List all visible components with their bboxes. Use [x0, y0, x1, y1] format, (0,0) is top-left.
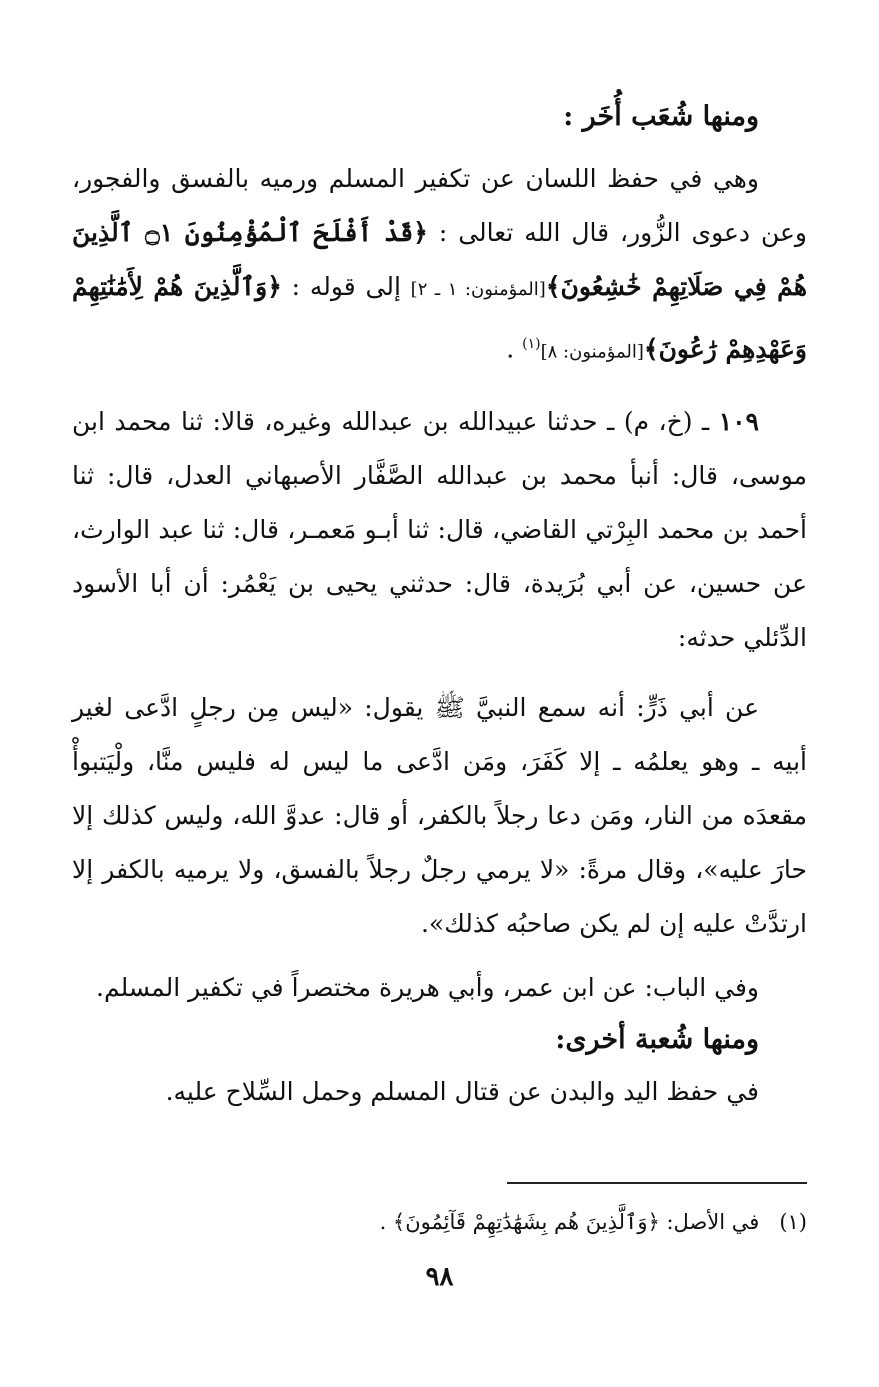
- verse-reference: [المؤمنون: ١ ـ ٢]: [410, 279, 546, 300]
- footnote-text: في الأصل: ﴿وَٱلَّذِينَ هُم بِشَهَٰدَٰتِهِمْ قَآئِمُونَ﴾ .: [379, 1210, 760, 1234]
- page-number: ٩٨: [425, 1262, 454, 1292]
- paragraph-end: .: [506, 334, 523, 364]
- footnote: [72, 1204, 807, 1240]
- section-heading-1: ومنها شُعَب أُخَر :: [563, 101, 759, 132]
- footnote-reference: (١): [522, 336, 541, 352]
- hadith-isnad: [72, 395, 807, 665]
- footnote-marker: (١): [779, 1210, 807, 1234]
- paragraph-text: إلى قوله :: [281, 272, 411, 301]
- section2-text: في حفظ اليد والبدن عن قتال المسلم وحمل السِّلاح عليه.: [165, 1077, 759, 1107]
- quran-verse: ﴿قَدْ أَفْلَحَ ٱلْمُؤْمِنُونَ ۝١ ٱلَّذِينَ هُمْ فِي صَلَاتِهِمْ خَٰشِعُونَ﴾: [72, 218, 807, 301]
- hadith-matn: عن أبي ذَرٍّ: أنه سمع النبيَّ ﷺ يقول: «ليس مِن رجلٍ ادَّعى لغير أبيه ـ وهو يعلمُه ـ إلا كَفَرَ، ومَن ادَّعى ما ليس له فليس منَّا، ولْيَتبوأْ مقعدَه من النار، ومَن دعا رجلاً بالكفر، أو قال: عدوَّ الله، وليس كذلك إلا حارَ عليه»، وقال مرةً: «لا يرمي رجلٌ رجلاً بالفسق، ولا يرميه بالكفر إلا ارتدَّتْ عليه إن لم يكن صاحبُه كذلك».: [72, 693, 807, 939]
- isnad-text: ـ (خ، م) ـ حدثنا عبيدالله بن عبدالله وغيره، قالا: ثنا محمد ابن موسى، قال: أنبأ محمد بن عبدالله الصَّفَّار الأصبهاني العدل، قال: ثنا أحمد بن محمد البِرْتي القاضي، قال: ثنا أبـو مَعمـر، قال: ثنا عبد الوارث، عن حسين، عن أبي بُرَيدة، قال: حدثني يحيى بن يَعْمُر: أن أبا الأسود الدِّئلي حدثه:: [72, 407, 807, 653]
- footnote-separator: [507, 1182, 807, 1184]
- section-heading-2: ومنها شُعبة أخرى:: [555, 1024, 759, 1056]
- bab-note: وفي الباب: عن ابن عمر، وأبي هريرة مختصراً في تكفير المسلم.: [96, 973, 759, 1003]
- hadith-number: ١٠٩: [718, 407, 759, 437]
- paragraph-text: وهي في حفظ اللسان عن تكفير المسلم ورميه بالفسق والفجور، وعن دعوى الزُّور، قال الله تعالى :: [72, 164, 807, 247]
- paragraph-speech: [72, 152, 807, 379]
- page-body: [72, 92, 807, 1119]
- quran-verse: ﴿وَٱلَّذِينَ هُمْ لِأَمَٰنَٰتِهِمْ وَعَهْدِهِمْ رَٰعُونَ﴾: [72, 272, 807, 364]
- verse-reference: [المؤمنون: ٨]: [540, 341, 644, 363]
